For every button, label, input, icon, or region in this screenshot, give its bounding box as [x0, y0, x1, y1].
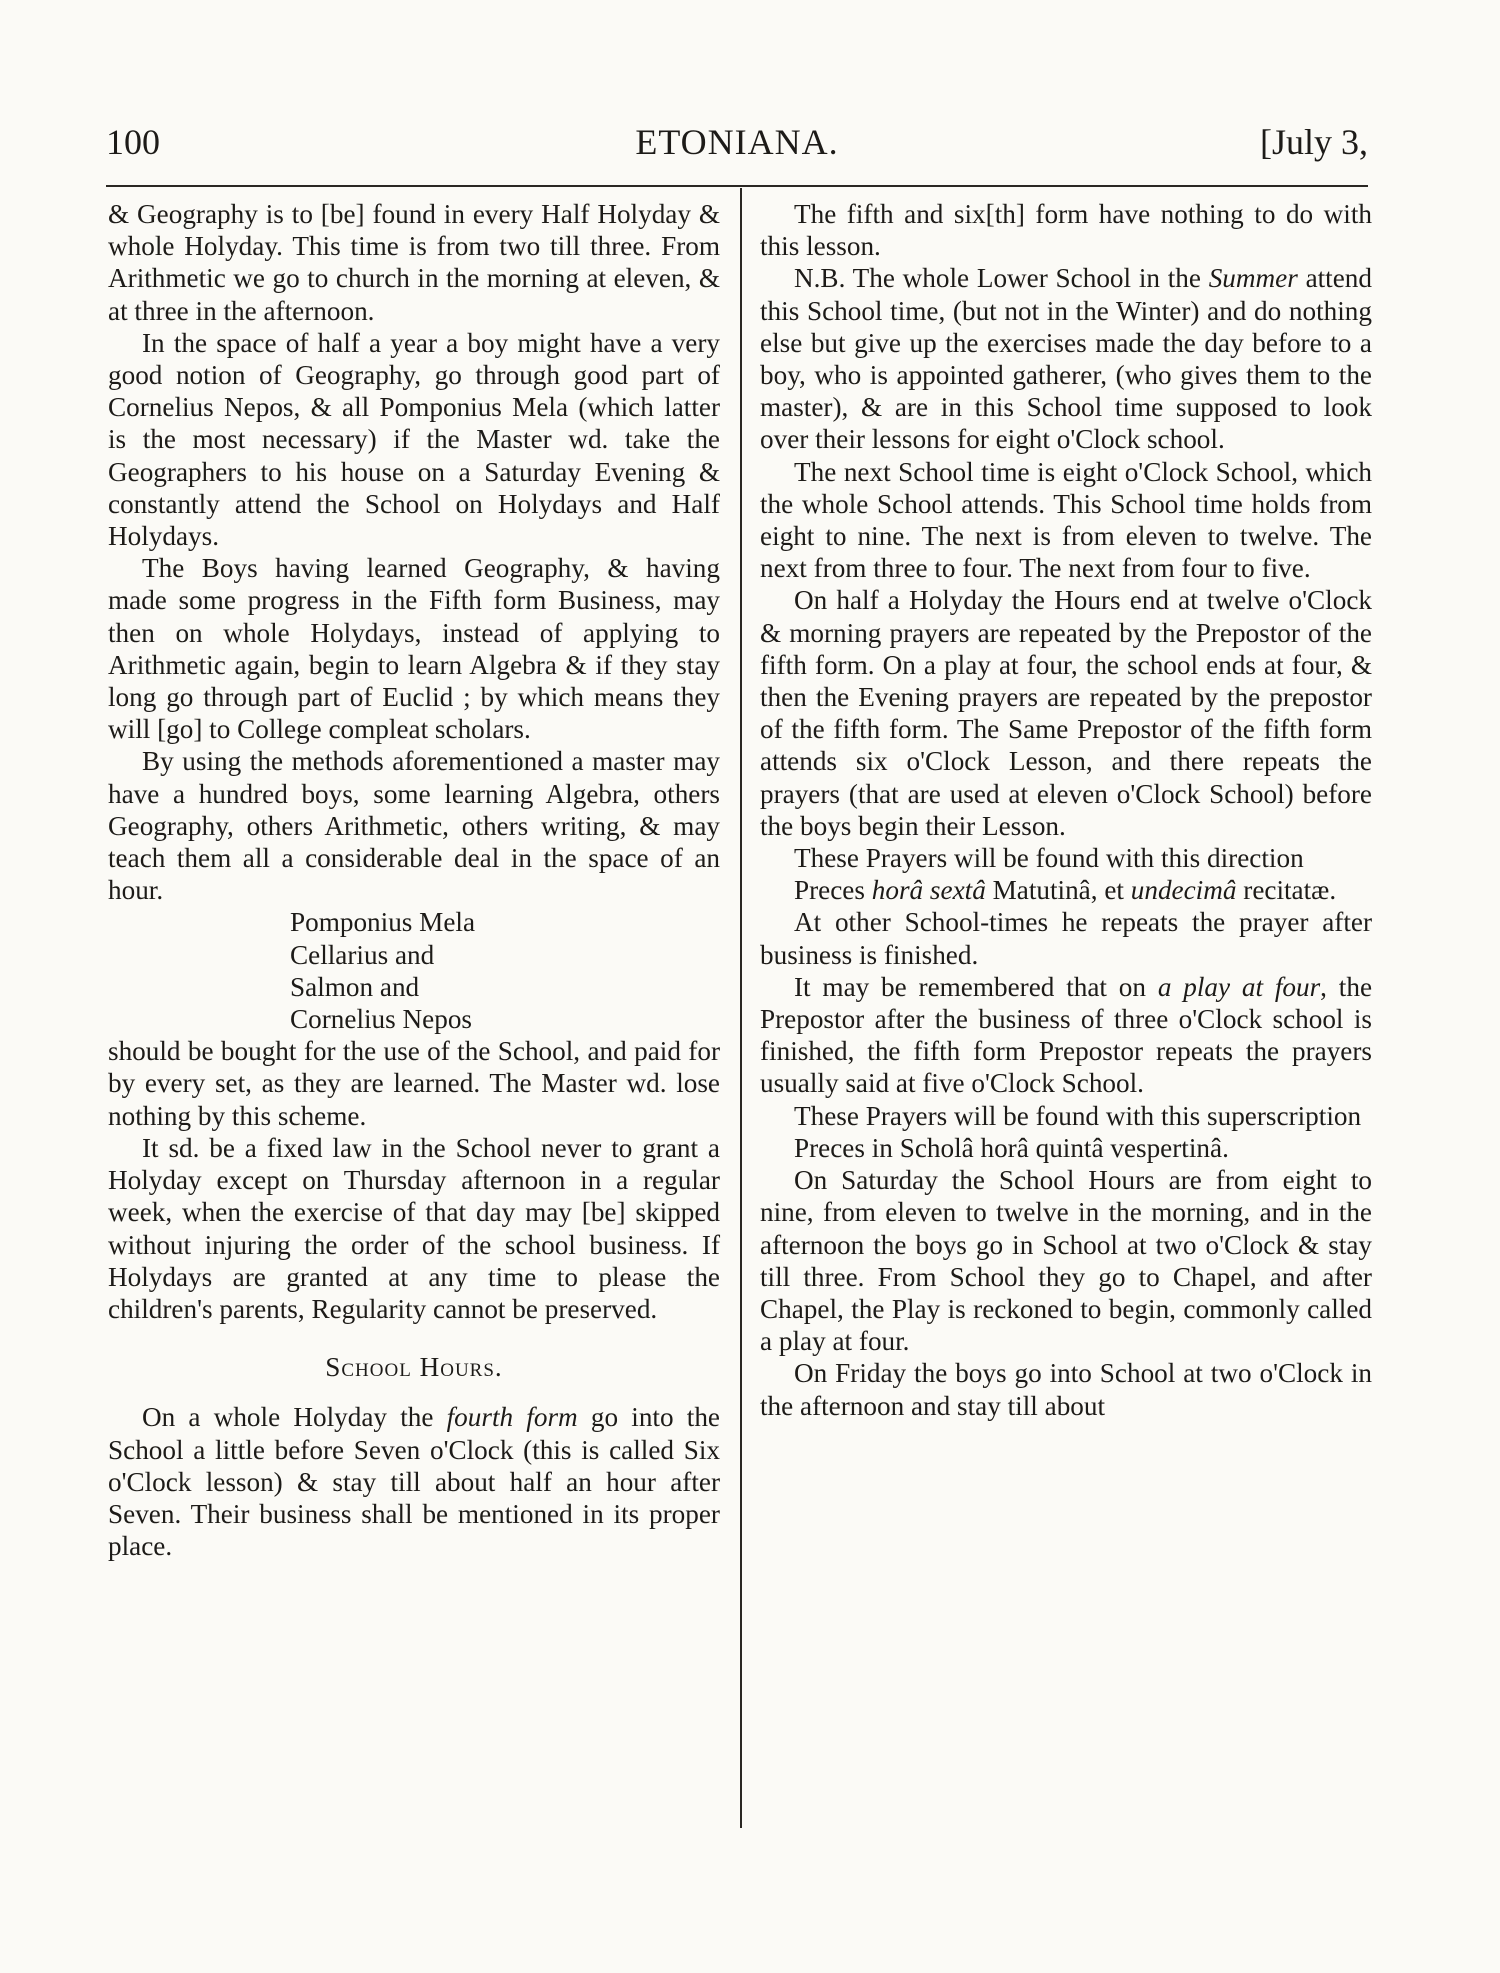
paragraph: On Friday the boys go into School at two o'Clock in the afternoon and stay till about [760, 1358, 1372, 1421]
paragraph: Preces in Scholâ horâ quintâ vespertinâ. [794, 1132, 1229, 1163]
text-run: Preces [794, 875, 872, 906]
text-run: It may be remembered that on [794, 971, 1158, 1002]
paragraph: It sd. be a fixed law in the School never to grant a Holyday except on Thursday afternoon in a regular week, when the exercise of that day may [be] skipped without injuring the order of the school business. If Holydays are granted at any time to please the children's parents, Regularity cannot be preserved. [108, 1132, 720, 1324]
text-run: N.B. The whole Lower School in the [794, 263, 1209, 294]
paragraph: In the space of half a year a boy might have a very good notion of Geography, go through good part of Cornelius Nepos, & all Pomponius Mela (which latter is the most necessary) if the Master wd. take the Geographers to his house on a Saturday Evening & constantly attend the School on Holydays and Half Holydays. [108, 327, 720, 552]
book-list-item: Pomponius Mela [290, 907, 476, 938]
paragraph: The fifth and six[th] form have nothing to do with this lesson. [760, 199, 1372, 262]
paragraph: At other School-times he repeats the prayer after business is finished. [760, 907, 1372, 970]
paragraph: The Boys having learned Geography, & having made some progress in the Fifth form Business, may then on whole Holydays, instead of applying to Arithmetic again, begin to learn Algebra & if they stay long go through part of Euclid ; by which means they will [go] to College compleat scholars. [108, 553, 720, 745]
running-date: [July 3, [1260, 122, 1368, 162]
text-run: attend this School time, (but not in the Winter) and do nothing else but give up the exercises made the day before to a boy, who is appointed gatherer, (who gives them to the master), & are in this School time supposed to look over their lessons for eight o'Clock school. [760, 263, 1372, 455]
left-column [108, 198, 720, 1562]
text-run: , the Prepostor after the business of three o'Clock school is finished, the fifth form Prepostor repeats the prayers usually said at five o'Clock School. [760, 971, 1373, 1099]
italic-run: a play at four [1157, 971, 1321, 1002]
paragraph: On half a Holyday the Hours end at twelve o'Clock & morning prayers are repeated by the Prepostor of the fifth form. On a play at four, the school ends at four, & then the Evening prayers are repeated by the prepostor of the fifth form. The Same Prepostor of the fifth form attends six o'Clock Lesson, and there repeats the prayers (that are used at eleven o'Clock School) before the boys begin their Lesson. [760, 585, 1372, 841]
italic-run: horâ sextâ [871, 875, 986, 906]
right-column [760, 198, 1372, 1422]
running-head [106, 116, 1368, 168]
text-run: recitatæ. [1236, 875, 1337, 906]
italic-run: undecimâ [1130, 875, 1237, 906]
text-run: Matutinâ, et [985, 875, 1131, 906]
paragraph: & Geography is to [be] found in every Half Holyday & whole Holyday. This time is from two till three. From Arithmetic we go to church in the morning at eleven, & at three in the afternoon. [108, 199, 720, 326]
paragraph: On Saturday the School Hours are from eight to nine, from eleven to twelve in the morning, and in the afternoon the boys go in School at two o'Clock & stay till three. From School they go to Chapel, and after Chapel, the Play is reckoned to begin, commonly called a play at four. [760, 1165, 1372, 1357]
paragraph: The next School time is eight o'Clock School, which the whole School attends. This School time holds from eight to nine. The next is from eleven to twelve. The next from three to four. The next from four to five. [760, 456, 1372, 584]
paragraph [760, 262, 1372, 455]
running-title: ETONIANA. [635, 122, 839, 162]
paragraph [108, 1401, 720, 1562]
book-list [290, 906, 720, 1035]
paragraph: By using the methods aforementioned a master may have a hundred boys, some learning Algebra, others Geography, others Arithmetic, others writing, & may teach them all a considerable deal in the space of an hour. [108, 746, 720, 906]
book-list-item: Salmon and [290, 971, 420, 1002]
book-list-item: Cornelius Nepos [290, 1004, 472, 1035]
section-heading: School Hours. [325, 1352, 503, 1383]
header-rule [106, 185, 1368, 187]
italic-run: fourth form [446, 1402, 578, 1433]
paragraph: These Prayers will be found with this superscription [794, 1100, 1362, 1131]
book-list-item: Cellarius and [290, 939, 435, 970]
paragraph: should be bought for the use of the School, and paid for by every set, as they are learned. The Master wd. lose nothing by this scheme. [108, 1036, 720, 1131]
paragraph [760, 971, 1372, 1100]
page-number: 100 [106, 122, 160, 162]
column-divider [740, 188, 742, 1828]
text-run: On a whole Holyday the [142, 1402, 447, 1433]
paragraph [760, 874, 1372, 906]
italic-run: Summer [1208, 263, 1298, 294]
text-run: go into the School a little before Seven o'Clock (this is called Six o'Clock lesson) & stay till about half an hour after Seven. Their business shall be mentioned in its proper place. [108, 1402, 720, 1562]
paragraph: These Prayers will be found with this direction [794, 843, 1304, 874]
